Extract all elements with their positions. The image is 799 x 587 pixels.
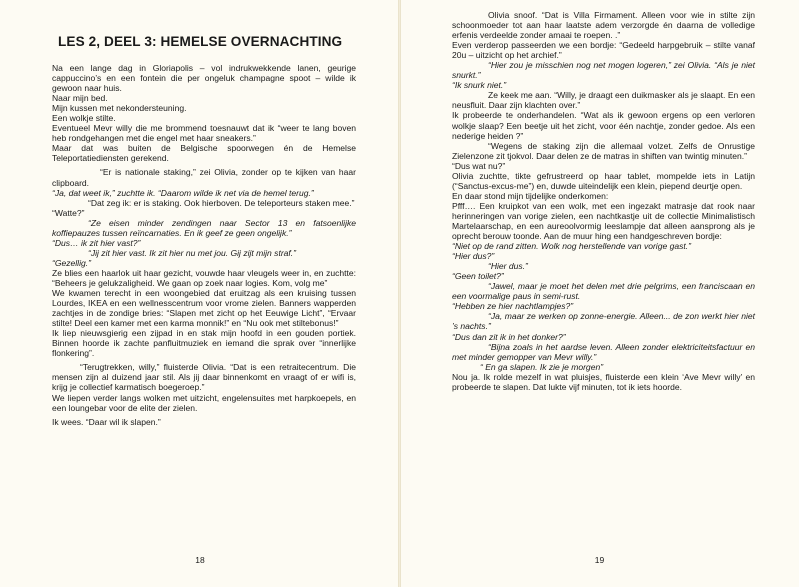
page-number: 18 — [195, 555, 205, 565]
paragraph: We kwamen terecht in een woongebied dat eruitzag als een kruising tussen Lourdes, IKEA en een wellnesscentrum voor vrome zielen. Banners wapperden zachtjes in de zondige bries: “Slapen met zicht op het Eeuwige Licht”, “Ervaar stilte! Deel een kamer met een karma monnik!” en “Nu ook met stiltebonus!” — [52, 288, 356, 329]
paragraph: Even verderop passeerden we een bordje: “Gedeeld harpgebruik – stilte vanaf 20u – uitzicht op het archief.” — [452, 40, 755, 61]
paragraph: Ik liep nieuwsgierig een zijpad in en stak mijn hoofd in een gouden portiek. Binnen hoorde ik zachte panfluitmuziek en iemand die sprak over “innerlijke flonkering”. — [52, 328, 356, 359]
dialogue-line: “Watte?” — [52, 207, 85, 218]
paragraph: Naar mijn bed. — [52, 93, 108, 104]
paragraph: “Terugtrekken, willy,” fluisterde Olivia. “Dat is een retraitecentrum. Die mensen zijn al duizend jaar stil. Als jij daar binnenkomt en vraagt of er wifi is, krijg je collectief karmatisch boegeroep.” — [52, 362, 356, 393]
dialogue-line: “Ik snurk niet.” — [452, 80, 507, 91]
paragraph: Ik wees. “Daar wil ik slapen.” — [52, 416, 161, 427]
dialogue-line: “Hier dus.” — [488, 261, 528, 272]
dialogue-line: “Bijna zoals in het aardse leven. Alleen zonder elektriciteitsfactuur en met minder gemopper van Mevr willy.” — [452, 341, 755, 362]
dialogue-line: “Gezellig.” — [52, 257, 91, 268]
dialogue-line: “Ja, maar ze werken op zonne-energie. Alleen... de zon werkt hier niet ’s nachts.” — [452, 311, 755, 332]
dialogue-line: “Dus… ik zit hier vast?” — [52, 237, 141, 248]
paragraph: We liepen verder langs wolken met uitzicht, engelensuites met harpkoepels, en een loungebar voor de elite der zielen. — [52, 392, 356, 413]
right-page-text — [452, 10, 755, 392]
dialogue-line: “Dus wat nu?” — [452, 160, 506, 171]
dialogue-line: “Ze eisen minder zendingen naar Sector 13 en fatsoenlijke koffiepauzes tussen reïncarnaties. En ik geef ze geen ongelijk.” — [52, 217, 356, 238]
dialogue-line: “Hier dus?” — [452, 251, 495, 262]
paragraph: Eventueel Mevr willy die me brommend toesnauwt dat ik “weer te lang boven heb rondgehangen met die engel met haar sneakers.” — [52, 123, 356, 144]
paragraph: Na een lange dag in Gloriapolis – vol indrukwekkende lanen, geurige cappuccino’s en een fontein die per ongeluk champagne spoot – wilde ik gewoon naar huis. — [52, 63, 356, 94]
page-number: 19 — [594, 555, 605, 565]
paragraph: Nou ja. Ik rolde mezelf in wat pluisjes, fluisterde een klein ‘Ave Mevr willy’ en probeerde te slapen. Dat lukte vijf minuten, tot ik iets hoorde. — [452, 371, 755, 392]
paragraph: Olivia snoof. “Dat is Villa Firmament. Alleen voor wie in stilte zijn schoonmoeder tot aan haar laatste adem verzorgde én daarna de volledige erfenis verdeelde zonder amaai te roepen. .” — [452, 10, 755, 41]
dialogue-line: “Ja, dat weet ik,” zuchtte ik. “Daarom wilde ik net via de hemel terug.” — [52, 187, 314, 198]
paragraph: Pfff…. Een kruipkot van een wolk, met een ingezakt matrasje dat rook naar herinneringen van vorige zielen, een nachtkastje uit de collectie Minimalistisch Martelaarschap, en een aureoolvormig leeslampje dat alleen aansprong als je oprecht berouw toonde. Aan de muur hing een handgeschreven bordje: — [452, 200, 755, 242]
left-page-text — [52, 63, 356, 427]
paragraph: Ze blies een haarlok uit haar gezicht, vouwde haar vleugels weer in, en zuchtte: “Beheers je gelukzaligheid. We gaan op zoek naar logies. Kom, volg me” — [52, 267, 356, 288]
paragraph: Olivia zuchtte, tikte gefrustreerd op haar tablet, mompelde iets in Latijn (“Sanctus-excus-me”) en, duwde uiteindelijk een klein, piepend deurtje open. — [452, 170, 755, 191]
paragraph: Een wolkje stilte. — [52, 113, 116, 124]
dialogue-line: “Jawel, maar je moet het delen met drie pelgrims, een franciscaan en een voormalige paus in semi-rust. — [452, 281, 755, 302]
paragraph: “Dat zeg ik: er is staking. Ook hierboven. De teleporteurs staken mee.” — [88, 197, 355, 208]
chapter-title: LES 2, DEEL 3: HEMELSE OVERNACHTING — [58, 34, 343, 49]
dialogue-line: “Hier zou je misschien nog net mogen logeren,” zei Olivia. “Als je niet snurkt.” — [452, 60, 755, 81]
dialogue-line: “Dus dan zit ik in het donker?” — [452, 331, 566, 342]
dialogue-line: “ En ga slapen. Ik zie je morgen” — [480, 361, 604, 372]
paragraph: “Wegens de staking zijn die allemaal volzet. Zelfs de Onrustige Zielenzone zit tjokvol. Daar delen ze de matras in shiften van twintig minuten.” — [452, 140, 755, 161]
dialogue-line: “Geen toilet?” — [452, 271, 504, 282]
paragraph: En daar stond mijn tijdelijke onderkomen: — [452, 190, 609, 201]
paragraph: Ze keek me aan. “Willy, je draagt een duikmasker als je slaapt. En een neusfluit. Daar zijn klachten over.” — [452, 90, 755, 111]
dialogue-line: “Jij zit hier vast. Ik zit hier nu met jou. Gij zijt mijn straf.” — [88, 247, 297, 258]
paragraph: Ik probeerde te onderhandelen. “Wat als ik gewoon ergens op een verloren wolkje slaap? Een beetje uit het zicht, voor één nachtje, zonder gedoe. Als een nederige heiden ?” — [452, 110, 755, 141]
paragraph: Maar dat was buiten de Belgische spoorwegen én de Hemelse Teleportatiediensten gerekend. — [52, 143, 356, 164]
paragraph: “Er is nationale staking,” zei Olivia, zonder op te kijken van haar clipboard. — [52, 167, 356, 188]
paragraph: Mijn kussen met nekondersteuning. — [52, 103, 187, 114]
right-page — [400, 0, 799, 587]
dialogue-line: “Hebben ze hier nachtlampjes?” — [452, 301, 574, 312]
dialogue-line: “Niet op de rand zitten. Wolk nog herstellende van vorige gast.” — [452, 241, 691, 252]
